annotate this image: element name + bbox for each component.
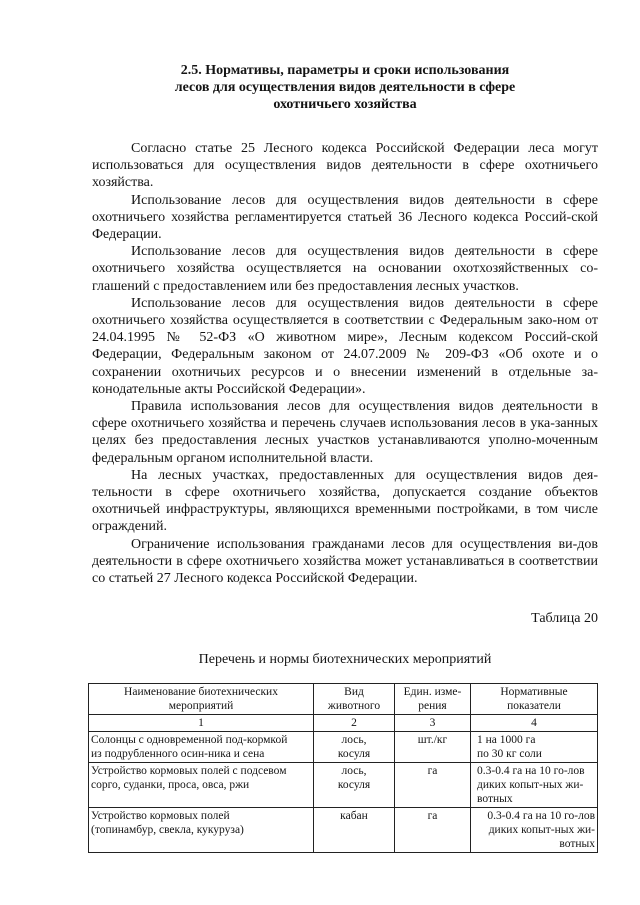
paragraph: Использование лесов для осуществления видов деятельности в сфере охотничьего хозяйства осуществляется на основании охотхозяйственных со-глашений с предоставлением или без предоставления лесных участков. bbox=[92, 244, 598, 294]
table-row bbox=[89, 763, 598, 808]
cell-line: из подрубленного осин-ника и сена bbox=[91, 748, 265, 761]
cell-line: шт./кг bbox=[417, 734, 448, 747]
column-number: 2 bbox=[314, 715, 395, 732]
heading-line: лесов для осуществления видов деятельности в сфере bbox=[174, 80, 516, 95]
cell-line: 0.3-0.4 га на 10 го-лов bbox=[487, 810, 595, 823]
header-line: Наименование биотехнических bbox=[124, 686, 278, 699]
cell-line: вотных bbox=[559, 838, 595, 851]
cell-line: кабан bbox=[340, 810, 368, 823]
cell-line: 0.3-0.4 га на 10 го-лов bbox=[477, 765, 585, 778]
cell-line: га bbox=[427, 810, 438, 823]
paragraph: Правила использования лесов для осуществления видов деятельности в сфере охотничьего хозяйства и перечень случаев использования лесов в ука-занных целях без предоставления лесных участков устанавливаются уполно-моченным федеральным органом исполнительной власти. bbox=[92, 399, 598, 466]
paragraph: Ограничение использования гражданами лесов для осуществления ви-дов деятельности в сфере охотничьего хозяйства может устанавливаться в соответствии со статьей 27 Лесного кодекса Российской Федерации. bbox=[92, 536, 598, 587]
animal-cell bbox=[314, 732, 395, 763]
header-line: Вид bbox=[344, 686, 364, 699]
document-page bbox=[92, 62, 598, 853]
header-cell bbox=[395, 684, 471, 715]
measure-name-cell bbox=[89, 763, 314, 808]
table-label: Таблица 20 bbox=[531, 611, 598, 627]
unit-cell bbox=[395, 732, 471, 763]
paragraph: Использование лесов для осуществления видов деятельности в сфере охотничьего хозяйства осуществляется в соответствии с Федеральным зако-ном от 24.04.1995 № 52-ФЗ «О животном мире», Лесным кодексом Россий-ской Федерации, Федеральным законом от 24.07.2009 № 209-ФЗ «Об охоте и о сохранении охотничьих ресурсов и о внесении изменений в отдельные за-конодательные акты Российской Федерации». bbox=[92, 295, 598, 397]
paragraph: На лесных участках, предоставленных для осуществления видов дея-тельности в сфере охотничьего хозяйства, допускается создание объектов охотничьей инфраструктуры, являющихся временными постройками, в том числе ограждений. bbox=[92, 467, 598, 535]
header-line: животного bbox=[327, 700, 381, 713]
norm-cell bbox=[471, 763, 598, 808]
header-line: Един. изме- bbox=[403, 686, 462, 699]
paragraph: Согласно статье 25 Лесного кодекса Российской Федерации леса могут использоваться для осуществления видов деятельности в сфере охотничьего хозяйства. bbox=[92, 141, 598, 191]
column-number: 3 bbox=[395, 715, 471, 732]
table-header-row bbox=[89, 684, 598, 715]
cell-line: 1 на 1000 га bbox=[477, 734, 536, 747]
column-number: 1 bbox=[89, 715, 314, 732]
cell-line: диких копыт-ных жи- bbox=[477, 779, 584, 792]
table-title: Перечень и нормы биотехнических мероприятий bbox=[198, 652, 492, 668]
cell-line: Устройство кормовых полей с подсевом bbox=[91, 765, 287, 778]
cell-line: вотных bbox=[477, 793, 513, 806]
animal-cell bbox=[314, 763, 395, 808]
cell-line: (топинамбур, свекла, кукуруза) bbox=[91, 824, 244, 837]
cell-line: диких копыт-ных жи- bbox=[488, 824, 595, 837]
section-heading bbox=[92, 62, 598, 113]
header-line: мероприятий bbox=[168, 700, 234, 713]
norm-cell bbox=[471, 808, 598, 853]
table-row bbox=[89, 808, 598, 853]
header-line: Нормативные bbox=[500, 686, 568, 699]
cell-line: лось, bbox=[341, 765, 367, 778]
header-cell bbox=[89, 684, 314, 715]
body-text bbox=[92, 140, 598, 587]
norm-cell bbox=[471, 732, 598, 763]
header-line: рения bbox=[418, 700, 447, 713]
column-number-row bbox=[89, 715, 598, 732]
cell-line: Солонцы с одновременной под-кормкой bbox=[91, 734, 288, 747]
cell-line: по 30 кг соли bbox=[477, 748, 542, 761]
header-line: показатели bbox=[507, 700, 561, 713]
cell-line: Устройство кормовых полей bbox=[91, 810, 230, 823]
heading-line: охотничьего хозяйства bbox=[273, 97, 417, 112]
unit-cell bbox=[395, 763, 471, 808]
column-number: 4 bbox=[471, 715, 598, 732]
unit-cell bbox=[395, 808, 471, 853]
cell-line: лось, bbox=[341, 734, 367, 747]
measure-name-cell bbox=[89, 808, 314, 853]
cell-line: га bbox=[427, 765, 438, 778]
biotech-measures-table bbox=[88, 683, 598, 853]
paragraph: Использование лесов для осуществления видов деятельности в сфере охотничьего хозяйства регламентируется статьей 36 Лесного кодекса Россий-ской Федерации. bbox=[92, 192, 598, 243]
cell-line: сорго, суданки, проса, овса, ржи bbox=[91, 779, 250, 792]
cell-line: косуля bbox=[337, 748, 371, 761]
header-cell bbox=[471, 684, 598, 715]
heading-line: 2.5. Нормативы, параметры и сроки использования bbox=[180, 63, 510, 78]
table-row bbox=[89, 732, 598, 763]
header-cell bbox=[314, 684, 395, 715]
animal-cell bbox=[314, 808, 395, 853]
measure-name-cell bbox=[89, 732, 314, 763]
cell-line: косуля bbox=[337, 779, 371, 792]
